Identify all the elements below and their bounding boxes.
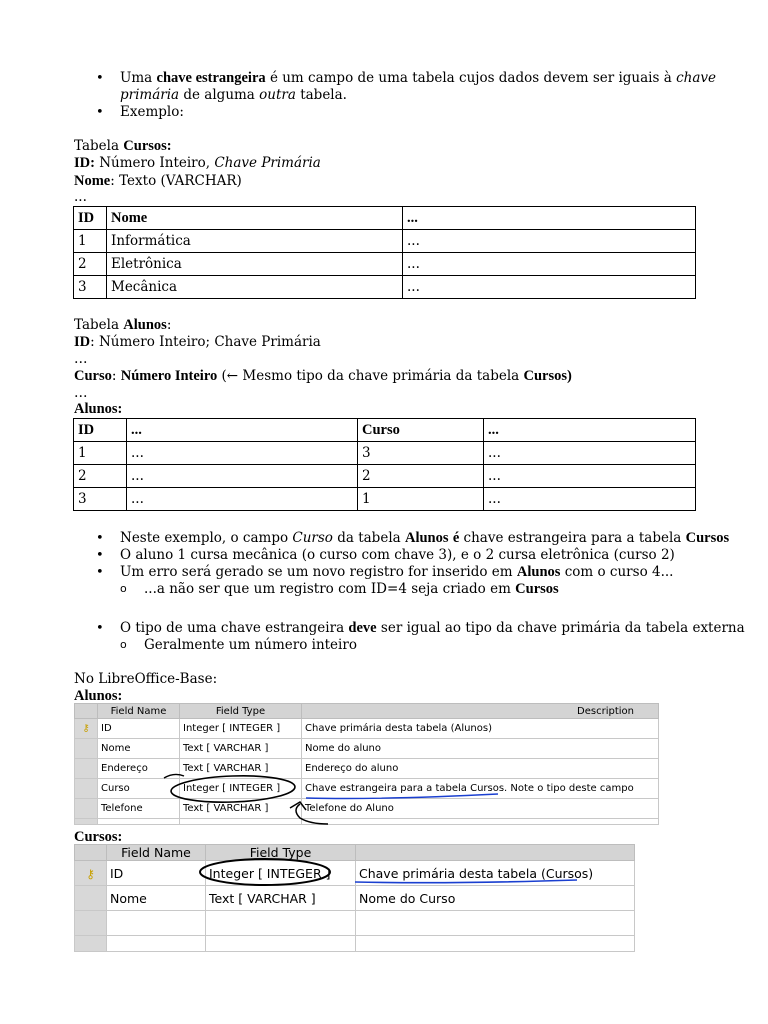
grid-cell-field-type[interactable]: Text [ VARCHAR ] [180, 739, 302, 759]
bullet-icon: • [96, 71, 104, 86]
table-header-cell: Curso [358, 419, 484, 442]
grid-cell-field-name[interactable]: Nome [107, 886, 206, 911]
row-selector[interactable] [75, 799, 98, 819]
explain-bullet-4: • O tipo de uma chave estrangeira deve ser igual ao tipo da chave primária da tabela externa [96, 620, 745, 636]
grid-cell-field-type[interactable]: Text [ VARCHAR ] [180, 799, 302, 819]
table-cell: ... [484, 442, 696, 465]
handdrawn-annotation [160, 770, 520, 830]
grid-row [75, 719, 659, 739]
grid-cell-field-name[interactable]: ID [98, 719, 180, 739]
explain-bullet-list-2 [96, 620, 745, 654]
table-cell: 2 [74, 465, 127, 488]
cursos-heading: Tabela Cursos: [74, 138, 172, 154]
libre-alunos-title: Alunos: [74, 688, 123, 704]
table-row [74, 488, 696, 511]
grid-cell-description[interactable]: Chave primária desta tabela (Alunos) [302, 719, 659, 739]
grid-cell-description[interactable]: Nome do aluno [302, 739, 659, 759]
bullet-icon: • [96, 548, 104, 563]
row-selector[interactable] [75, 911, 107, 936]
explain-bullet-3: • Um erro será gerado se um novo registro for inserido em Alunos com o curso 4... [96, 564, 674, 580]
row-selector[interactable] [75, 759, 98, 779]
row-selector[interactable] [75, 886, 107, 911]
row-selector-header [75, 845, 107, 861]
grid-cell-field-type[interactable]: Text [ VARCHAR ] [180, 759, 302, 779]
table-cell: 1 [74, 442, 127, 465]
libre-intro: No LibreOffice-Base: [74, 671, 218, 687]
table-header-cell: ID [74, 207, 107, 230]
cursos-nome-def: Nome: Texto (VARCHAR) [74, 173, 242, 189]
table-cell: ... [403, 230, 696, 253]
alunos-table [73, 418, 696, 511]
grid-row [75, 911, 635, 936]
table-cell: ... [127, 488, 358, 511]
table-header-cell: ... [484, 419, 696, 442]
grid-cell-field-name[interactable]: Nome [98, 739, 180, 759]
cursos-table [73, 206, 696, 299]
explain-sub-bullet-2: o Geralmente um número inteiro [120, 637, 357, 653]
table-row [74, 230, 696, 253]
table-cell: ... [484, 488, 696, 511]
table-cell: 1 [74, 230, 107, 253]
grid-cell-field-name[interactable]: ID [107, 861, 206, 886]
grid-cell-field-name[interactable]: Telefone [98, 799, 180, 819]
bullet-icon: • [96, 105, 104, 120]
table-cell: ... [403, 276, 696, 299]
intro-bullet-1: • Uma chave estrangeira é um campo de uma tabela cujos dados devem ser iguais à chave [96, 70, 716, 86]
explain-bullet-list [96, 530, 730, 598]
grid-cell-field-name[interactable]: Endereço [98, 759, 180, 779]
circle-bullet-icon: o [120, 582, 127, 595]
explain-bullet-1: • Neste exemplo, o campo Curso da tabela Alunos é chave estrangeira para a tabela Cursos [96, 530, 730, 546]
table-cell: ... [484, 465, 696, 488]
grid-header-field-name: Field Name [98, 704, 180, 719]
row-selector[interactable] [75, 936, 107, 952]
grid-cell-field-type[interactable]: Integer [ INTEGER ] [180, 779, 302, 799]
grid-cell-description[interactable]: Telefone do Aluno [302, 799, 659, 819]
table-header-cell: ... [127, 419, 358, 442]
primary-key-icon: ⚷ [82, 723, 90, 734]
grid-header-field-type: Field Type [180, 704, 302, 719]
circle-bullet-icon: o [120, 638, 127, 651]
table-header-cell: ... [403, 207, 696, 230]
grid-header-field-name: Field Name [107, 845, 206, 861]
table-cell: 2 [358, 465, 484, 488]
table-cell: Informática [107, 230, 403, 253]
handdrawn-annotation-2 [195, 856, 595, 890]
primary-key-icon: ⚷ [86, 866, 95, 881]
grid-header-field-type: Field Type [206, 845, 356, 861]
row-selector[interactable] [75, 739, 98, 759]
intro-bullet-list [96, 70, 716, 121]
table-cell: ... [127, 442, 358, 465]
grid-cell-field-type[interactable]: Integer [ INTEGER ] [180, 719, 302, 739]
grid-cell-field-name[interactable]: Curso [98, 779, 180, 799]
grid-cell-description[interactable]: Endereço do aluno [302, 759, 659, 779]
row-selector[interactable] [75, 719, 98, 739]
bullet-icon: • [96, 565, 104, 580]
libre-cursos-title: Cursos: [74, 829, 123, 845]
grid-cell-description[interactable]: Chave primária desta tabela (Cursos) [356, 861, 635, 886]
table-cell: ... [403, 253, 696, 276]
table-row [74, 276, 696, 299]
grid-cell-field-type[interactable]: Integer [ INTEGER ] [206, 861, 356, 886]
bullet-icon: • [96, 621, 104, 636]
table-row [74, 253, 696, 276]
alunos-ellipsis-2: … [74, 385, 88, 401]
alunos-heading: Tabela Alunos: [74, 317, 172, 333]
grid-cell-description[interactable]: Chave estrangeira para a tabela Cursos. Note o tipo deste campo [302, 779, 659, 799]
alunos-curso-def: Curso: Número Inteiro (← Mesmo tipo da chave primária da tabela Cursos) [74, 368, 572, 384]
row-selector-header [75, 704, 98, 719]
row-selector[interactable] [75, 861, 107, 886]
table-cell: 3 [74, 276, 107, 299]
table-cell: Eletrônica [107, 253, 403, 276]
table-header-row [74, 207, 696, 230]
table-header-cell: Nome [107, 207, 403, 230]
alunos-id-def: ID: Número Inteiro; Chave Primária [74, 334, 321, 350]
grid-row [75, 936, 635, 952]
table-row [74, 442, 696, 465]
table-cell: Mecânica [107, 276, 403, 299]
cursos-id-def: ID: Número Inteiro, Chave Primária [74, 155, 321, 171]
explain-bullet-2: • O aluno 1 cursa mecânica (o curso com chave 3), e o 2 cursa eletrônica (curso 2) [96, 547, 675, 563]
intro-bullet-1-cont: primária de alguma outra tabela. [120, 87, 347, 103]
bullet-icon: • [96, 531, 104, 546]
table-cell: 3 [74, 488, 127, 511]
grid-cell-field-type[interactable]: Text [ VARCHAR ] [206, 886, 356, 911]
grid-header-description: Description [302, 704, 659, 719]
table-cell: 1 [358, 488, 484, 511]
cursos-ellipsis: ... [74, 189, 87, 205]
alunos-table-title: Alunos: [74, 401, 123, 417]
table-cell: ... [127, 465, 358, 488]
intro-bullet-2: • Exemplo: [96, 104, 184, 120]
alunos-ellipsis-1: … [74, 351, 88, 367]
grid-row [75, 739, 659, 759]
table-header-row [74, 419, 696, 442]
row-selector[interactable] [75, 779, 98, 799]
table-header-cell: ID [74, 419, 127, 442]
explain-sub-bullet-1: o ...a não ser que um registro com ID=4 seja criado em Cursos [120, 581, 559, 597]
grid-cell-description[interactable]: Nome do Curso [356, 886, 635, 911]
table-cell: 2 [74, 253, 107, 276]
table-cell: 3 [358, 442, 484, 465]
table-row [74, 465, 696, 488]
